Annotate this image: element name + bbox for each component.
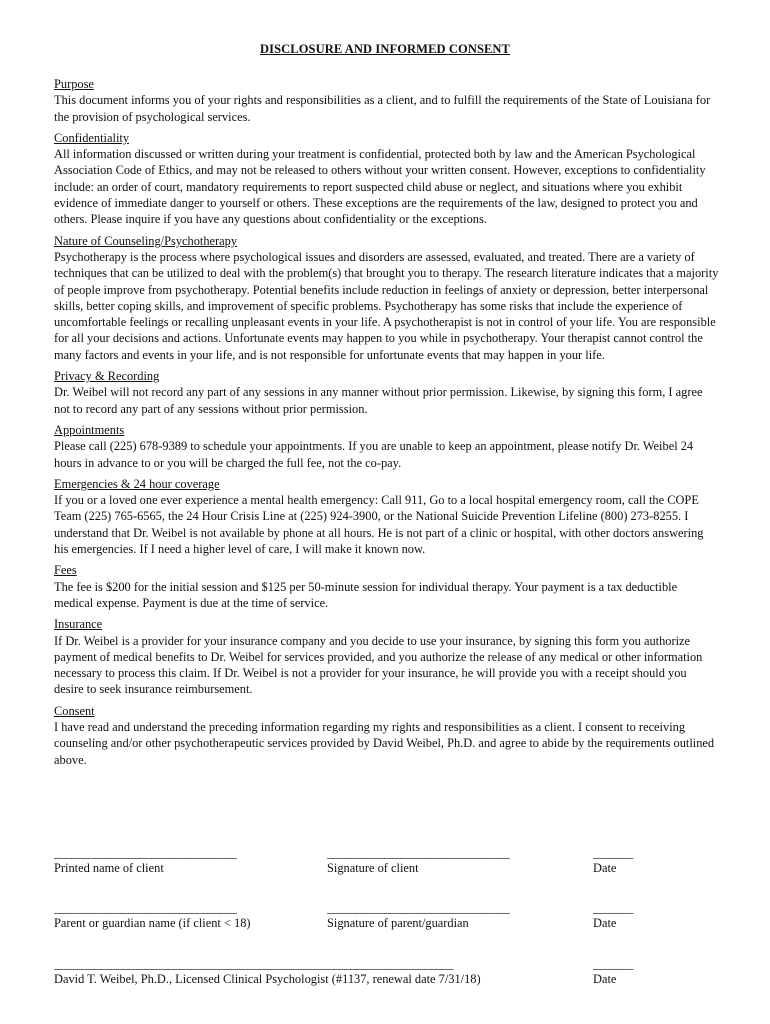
section-heading: Purpose — [54, 77, 94, 91]
section-text: If you or a loved one ever experience a mental health emergency: Call 911, Go to a local hospital emergency room, call the COPE Team (225) 765-6565, the 24 Hour Crisis Line at (225) 924-3900, or the National Suicide Prevention Lifeline (800) 273-8255. I understand that Dr. Weibel is not available by phone at all hours. He is not part of a clinic or hospital, with other doctors answering his emergencies. If I need a higher level of care, I will make it known now. — [54, 493, 704, 557]
section-heading: Insurance — [54, 617, 103, 632]
guardian-date-field[interactable] — [593, 901, 653, 931]
section-heading: Privacy & Recording — [54, 369, 160, 384]
section-heading: Consent — [54, 703, 95, 718]
section-heading: Fees — [54, 563, 77, 578]
psychologist-date-field[interactable] — [593, 957, 653, 987]
section-nature-of-counseling — [54, 233, 719, 363]
guardian-name-field[interactable] — [54, 901, 284, 931]
signature-line: ______________________________________________________________________ — [54, 957, 453, 971]
field-label: Printed name of client — [54, 861, 164, 875]
client-date-field[interactable] — [593, 846, 653, 876]
section-confidentiality — [54, 130, 719, 228]
section-text: I have read and understand the preceding information regarding my rights and responsibilities as a client. I consent to receiving counseling and/or other psychotherapeutic services provided by David Weibel, Ph.D. and agree to abide by the requirements outlined above. — [54, 719, 715, 767]
section-heading: Emergencies & 24 hour coverage — [54, 476, 220, 491]
psychologist-signature-field[interactable] — [54, 957, 534, 987]
signature-line: _______ — [593, 957, 633, 971]
section-text: The fee is $200 for the initial session and $125 per 50-minute session for individual therapy. Your payment is a tax deductible medical expense. Payment is due at the time of service. — [54, 579, 678, 610]
field-label: Signature of client — [327, 861, 419, 875]
section-insurance — [54, 616, 719, 697]
client-signature-field[interactable] — [327, 846, 551, 876]
section-heading: Nature of Counseling/Psychotherapy — [54, 233, 238, 248]
signature-line: ________________________________ — [54, 846, 237, 860]
guardian-signature-field[interactable] — [327, 901, 551, 931]
section-fees — [54, 562, 719, 611]
signature-line: ________________________________ — [54, 901, 237, 915]
section-consent — [54, 703, 719, 768]
section-emergencies — [54, 476, 719, 557]
section-privacy-recording — [54, 368, 719, 417]
section-heading: Appointments — [54, 422, 125, 437]
section-heading: Confidentiality — [54, 130, 130, 145]
field-label: Date — [593, 916, 617, 930]
field-label: Date — [593, 972, 617, 986]
section-text: Please call (225) 678-9389 to schedule your appointments. If you are unable to keep an appointment, please notify Dr. Weibel 24 hours in advance to or you will be charged the full fee, not the co-pay. — [54, 439, 694, 470]
field-label: Signature of parent/guardian — [327, 916, 469, 930]
section-purpose — [54, 76, 719, 125]
signature-line: ________________________________ — [327, 846, 510, 860]
signature-line: _______ — [593, 846, 633, 860]
document-title: DISCLOSURE AND INFORMED CONSENT — [259, 42, 510, 56]
section-text: All information discussed or written during your treatment is confidential, protected both by law and the American Psychological Association Code of Ethics, and may not be released to others without your written consent. However, exceptions to confidentiality include: an order of court, mandatory requirements to report suspected child abuse or neglect, and situations where you exhibit evidence of immediate danger to yourself or others. These exceptions are the requirements of the law, designed to protect you and others. Please inquire if you have any questions about confidentiality or the exceptions. — [54, 147, 706, 227]
section-text: Psychotherapy is the process where psychological issues and disorders are assessed, evaluated, and treated. There are a variety of techniques that can be utilized to deal with the problem(s) that brought you to therapy. The research literature indicates that a majority of people improve from psychotherapy. Potential benefits include reduction in feelings of anxiety or depression, better interpersonal skills, better coping skills, and improvement of specific problems. Psychotherapy has some risks that include the experience of uncomfortable feelings or recalling unpleasant events in your life. A psychotherapist is not in control of your life. You are responsible for all your decisions and actions. Unfortunate events may happen to you while in psychotherapy. Your therapist cannot control the many factors and events in your life, and is not responsible for unfortunate events that may happen in your life. — [54, 249, 719, 362]
section-text: If Dr. Weibel is a provider for your insurance company and you decide to use your insurance, by signing this form you authorize payment of medical benefits to Dr. Weibel for services provided, and you authorize the release of any medical or other information necessary to process this claim. If Dr. Weibel is not a provider for your insurance, he will provide you with a receipt should you desire to seek insurance reimbursement. — [54, 633, 703, 697]
field-label: Date — [593, 861, 617, 875]
client-name-field[interactable] — [54, 846, 284, 876]
signature-line: ________________________________ — [327, 901, 510, 915]
field-label: Parent or guardian name (if client < 18) — [54, 916, 251, 930]
signature-line: _______ — [593, 901, 633, 915]
section-text: This document informs you of your rights and responsibilities as a client, and to fulfill the requirements of the State of Louisiana for the provision of psychological services. — [54, 93, 711, 124]
section-appointments — [54, 422, 719, 471]
document-body — [54, 76, 719, 773]
section-text: Dr. Weibel will not record any part of any sessions in any manner without prior permission. Likewise, by signing this form, I agree not to record any part of any sessions without prior permission. — [54, 385, 703, 416]
field-label: David T. Weibel, Ph.D., Licensed Clinical Psychologist (#1137, renewal date 7/31/18) — [54, 972, 481, 986]
